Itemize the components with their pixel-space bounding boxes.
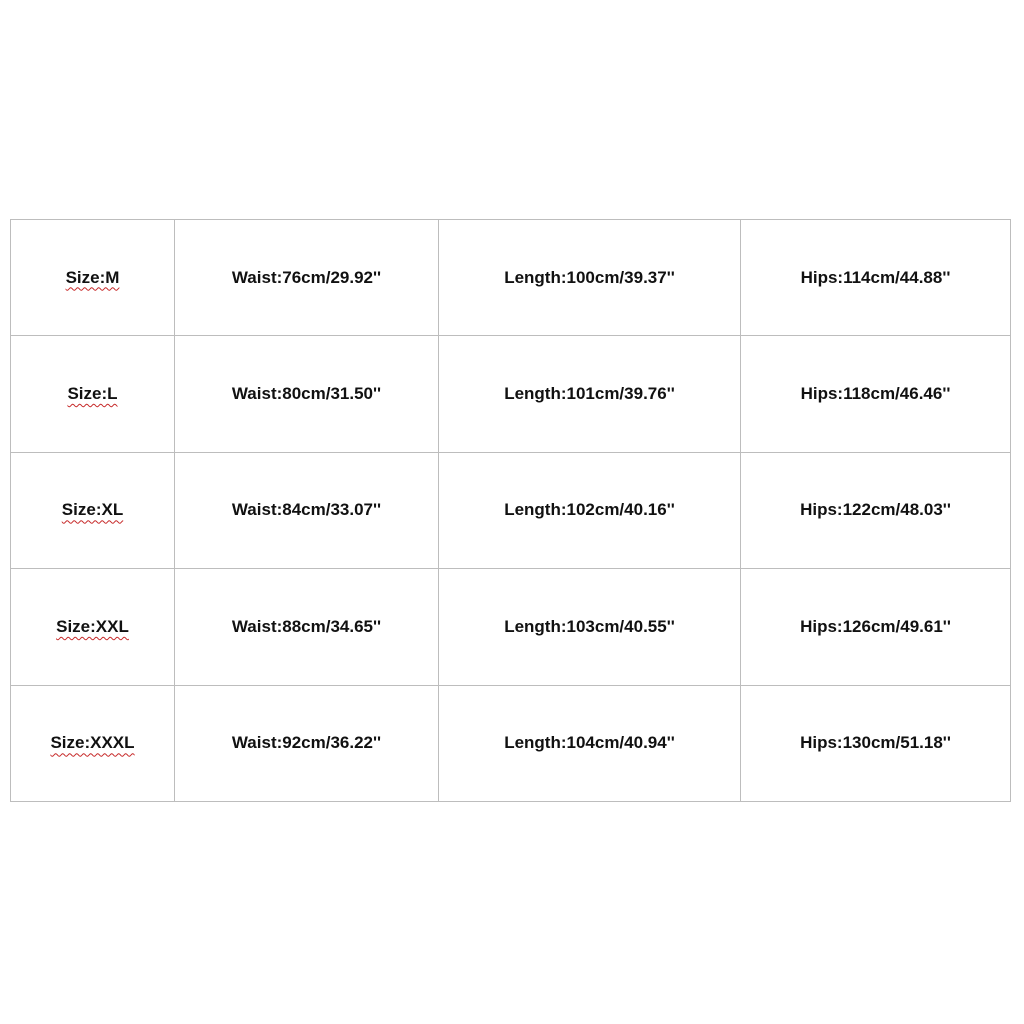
waist-cell: Waist:76cm/29.92'' <box>175 220 439 336</box>
size-chart-table <box>10 219 1011 802</box>
table-row <box>11 336 1011 452</box>
waist-cell: Waist:92cm/36.22'' <box>175 685 439 801</box>
size-cell <box>11 685 175 801</box>
length-cell: Length:100cm/39.37'' <box>439 220 741 336</box>
hips-cell: Hips:114cm/44.88'' <box>741 220 1011 336</box>
size-label: Size:L <box>67 384 118 404</box>
table-row <box>11 685 1011 801</box>
length-cell: Length:103cm/40.55'' <box>439 569 741 685</box>
size-cell <box>11 336 175 452</box>
size-cell <box>11 220 175 336</box>
length-cell: Length:102cm/40.16'' <box>439 452 741 568</box>
length-cell: Length:104cm/40.94'' <box>439 685 741 801</box>
size-label: Size:XXXL <box>50 733 135 753</box>
size-cell <box>11 452 175 568</box>
hips-cell: Hips:122cm/48.03'' <box>741 452 1011 568</box>
table-row <box>11 220 1011 336</box>
length-cell: Length:101cm/39.76'' <box>439 336 741 452</box>
waist-cell: Waist:84cm/33.07'' <box>175 452 439 568</box>
table-row <box>11 569 1011 685</box>
hips-cell: Hips:126cm/49.61'' <box>741 569 1011 685</box>
size-label: Size:XXL <box>56 616 129 636</box>
waist-cell: Waist:80cm/31.50'' <box>175 336 439 452</box>
waist-cell: Waist:88cm/34.65'' <box>175 569 439 685</box>
size-label: Size:M <box>65 267 120 287</box>
hips-cell: Hips:118cm/46.46'' <box>741 336 1011 452</box>
table-row <box>11 452 1011 568</box>
size-label: Size:XL <box>61 500 124 520</box>
size-cell <box>11 569 175 685</box>
hips-cell: Hips:130cm/51.18'' <box>741 685 1011 801</box>
